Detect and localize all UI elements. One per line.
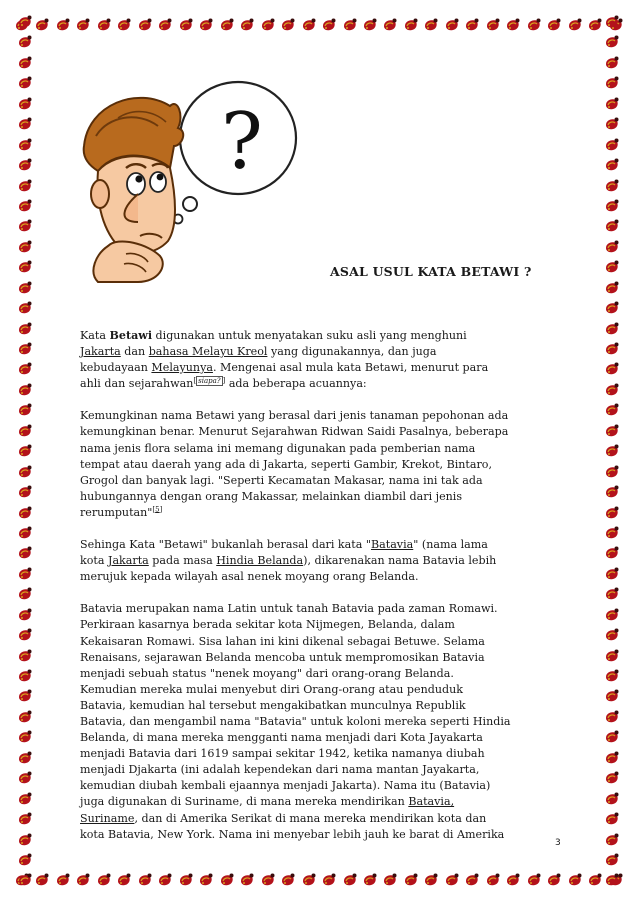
- border-ornament-icon: [178, 17, 194, 33]
- border-ornament-icon: [546, 17, 562, 33]
- border-ornament-icon: [604, 423, 620, 439]
- border-ornament-icon: [604, 505, 620, 521]
- border-ornament-icon: [604, 300, 620, 316]
- text-line: nama jenis flora selama ini memang digunakan pada pemberian nama: [80, 441, 476, 455]
- border-ornament-icon: [17, 75, 33, 91]
- thinking-person-illustration: [78, 76, 300, 283]
- border-top: [14, 14, 624, 36]
- text-line: Kekaisaran Romawi. Sisa lahan ini kini dikenal sebagai Betuwe. Selama: [80, 634, 485, 648]
- text-line: Batavia merupakan nama Latin untuk tanah Batavia pada zaman Romawi.: [80, 602, 498, 616]
- border-ornament-icon: [604, 96, 620, 112]
- document-title: ASAL USUL KATA BETAWI ?: [330, 264, 532, 279]
- border-ornament-icon: [604, 709, 620, 725]
- border-ornament-icon: [604, 116, 620, 132]
- border-ornament-icon: [301, 17, 317, 33]
- border-ornament-icon: [526, 17, 542, 33]
- border-ornament-icon: [301, 872, 317, 888]
- border-ornament-icon: [75, 872, 91, 888]
- border-ornament-icon: [604, 464, 620, 480]
- text-line: tempat atau daerah yang ada di Jakarta, seperti Gambir, Krekot, Bintaro,: [80, 457, 493, 471]
- border-ornament-icon: [604, 75, 620, 91]
- text-line: Grogol dan banyak lagi. "Seperti Kecamatan Makasar, nama ini tak ada: [80, 473, 483, 487]
- border-ornament-icon: [604, 852, 620, 868]
- border-ornament-icon: [17, 832, 33, 848]
- text-line: Batavia, dan mengambil nama "Batavia" untuk koloni mereka seperti Hindia: [80, 714, 511, 728]
- border-ornament-icon: [382, 17, 398, 33]
- border-ornament-icon: [485, 17, 501, 33]
- link-jakarta[interactable]: Jakarta: [80, 345, 121, 359]
- border-ornament-icon: [604, 729, 620, 745]
- border-ornament-icon: [444, 17, 460, 33]
- border-ornament-icon: [17, 545, 33, 561]
- border-ornament-icon: [17, 811, 33, 827]
- link-bahasa-melayu-kreol[interactable]: bahasa Melayu Kreol: [148, 345, 268, 359]
- border-ornament-icon: [604, 607, 620, 623]
- border-ornament-icon: [96, 872, 112, 888]
- border-ornament-icon: [75, 17, 91, 33]
- border-ornament-icon: [17, 852, 33, 868]
- border-ornament-icon: [423, 872, 439, 888]
- border-ornament-icon: [604, 566, 620, 582]
- border-ornament-icon: [17, 96, 33, 112]
- text: merujuk kepada wilayah asal nenek moyang orang Belanda.: [80, 570, 419, 584]
- border-ornament-icon: [604, 218, 620, 234]
- border-ornament-icon: [17, 259, 33, 275]
- border-ornament-icon: [34, 872, 50, 888]
- border-ornament-icon: [17, 729, 33, 745]
- border-ornament-icon: [423, 17, 439, 33]
- border-ornament-icon: [219, 17, 235, 33]
- text: ), dikarenakan nama Batavia lebih: [303, 554, 497, 568]
- border-ornament-icon: [403, 17, 419, 33]
- border-ornament-icon: [260, 17, 276, 33]
- border-ornament-icon: [17, 627, 33, 643]
- border-ornament-icon: [34, 17, 50, 33]
- paragraph-intro: [80, 328, 570, 392]
- link-batavia[interactable]: Batavia: [370, 538, 414, 552]
- border-ornament-icon: [17, 382, 33, 398]
- border-ornament-icon: [137, 872, 153, 888]
- reference-5-label: 5: [155, 505, 160, 514]
- border-ornament-icon: [260, 872, 276, 888]
- border-ornament-icon: [604, 55, 620, 71]
- question-mark-glyph: ?: [221, 97, 263, 187]
- border-ornament-icon: [198, 872, 214, 888]
- link-jakarta[interactable]: Jakarta: [108, 554, 149, 568]
- border-ornament-icon: [137, 17, 153, 33]
- border-ornament-icon: [198, 17, 214, 33]
- bold-term-betawi: Betawi: [109, 329, 153, 342]
- border-ornament-icon: [17, 300, 33, 316]
- border-ornament-icon: [17, 525, 33, 541]
- border-ornament-icon: [604, 627, 620, 643]
- text-line: Batavia, kemudian hal tersebut mengakibatkan munculnya Republik: [80, 698, 466, 712]
- border-ornament-icon: [17, 443, 33, 459]
- border-ornament-icon: [55, 17, 71, 33]
- text: kota Batavia, New York. Nama ini menyebar lebih jauh ke barat di Amerika: [80, 827, 505, 841]
- text: yang digunakannya, dan juga: [267, 345, 437, 359]
- border-ornament-icon: [604, 545, 620, 561]
- border-ornament-icon: [382, 872, 398, 888]
- border-ornament-icon: [17, 648, 33, 664]
- border-ornament-icon: [464, 872, 480, 888]
- border-ornament-icon: [505, 872, 521, 888]
- border-ornament-icon: [604, 648, 620, 664]
- border-ornament-icon: [604, 157, 620, 173]
- border-ornament-icon: [604, 525, 620, 541]
- border-ornament-icon: [280, 872, 296, 888]
- border-ornament-icon: [116, 872, 132, 888]
- paragraph-batavia-origin: [80, 537, 570, 585]
- text: pada masa: [148, 554, 217, 568]
- text: digunakan untuk menyatakan suku asli yang menghuni: [152, 329, 467, 342]
- border-ornament-icon: [567, 872, 583, 888]
- text: ada beberapa acuannya:: [225, 377, 367, 391]
- border-ornament-icon: [17, 607, 33, 623]
- border-left: [14, 14, 36, 889]
- reference-5[interactable]: [5]: [152, 505, 163, 514]
- border-ornament-icon: [219, 872, 235, 888]
- border-ornament-icon: [17, 218, 33, 234]
- border-ornament-icon: [604, 198, 620, 214]
- text: dan: [120, 345, 149, 359]
- border-ornament-icon: [485, 872, 501, 888]
- border-ornament-icon: [321, 872, 337, 888]
- border-ornament-icon: [17, 750, 33, 766]
- border-ornament-icon: [604, 443, 620, 459]
- text: juga digunakan di Suriname, di mana mereka mendirikan: [80, 795, 409, 809]
- text: kota: [80, 554, 108, 568]
- border-ornament-icon: [505, 17, 521, 33]
- border-ornament-icon: [604, 688, 620, 704]
- article-body: [80, 328, 570, 859]
- text-line: Renaisans, sejarawan Belanda mencoba untuk mempromosikan Batavia: [80, 650, 485, 664]
- link-suriname[interactable]: Suriname: [80, 811, 135, 825]
- border-ornament-icon: [604, 14, 620, 30]
- border-ornament-icon: [96, 17, 112, 33]
- border-ornament-icon: [17, 872, 33, 888]
- border-ornament-icon: [17, 566, 33, 582]
- border-ornament-icon: [604, 872, 620, 888]
- page-number: 3: [555, 838, 561, 848]
- text-line: Belanda, di mana mereka mengganti nama menjadi dari Kota Jayakarta: [80, 731, 483, 745]
- border-ornament-icon: [604, 239, 620, 255]
- text: kebudayaan: [80, 361, 152, 375]
- border-ornament-icon: [17, 484, 33, 500]
- border-ornament-icon: [280, 17, 296, 33]
- border-ornament-icon: [55, 872, 71, 888]
- border-ornament-icon: [17, 586, 33, 602]
- text: Sehinga Kata "Betawi" bukanlah berasal dari kata ": [80, 538, 371, 552]
- paragraph-flora: [80, 408, 570, 521]
- border-ornament-icon: [116, 17, 132, 33]
- border-ornament-icon: [604, 321, 620, 337]
- text-line: menjadi sebuah status "nenek moyang" dari orang-orang Belanda.: [80, 666, 454, 680]
- border-ornament-icon: [604, 341, 620, 357]
- border-ornament-icon: [17, 709, 33, 725]
- text: . Mengenai asal mula kata Betawi, menurut para: [212, 361, 489, 375]
- border-ornament-icon: [17, 198, 33, 214]
- border-ornament-icon: [17, 341, 33, 357]
- border-ornament-icon: [17, 791, 33, 807]
- border-ornament-icon: [567, 17, 583, 33]
- border-ornament-icon: [17, 34, 33, 50]
- border-ornament-icon: [604, 770, 620, 786]
- text-line: kemungkinan benar. Menurut Sejarahwan Ridwan Saidi Pasalnya, beberapa: [80, 425, 509, 439]
- border-ornament-icon: [444, 872, 460, 888]
- border-ornament-icon: [17, 402, 33, 418]
- border-ornament-icon: [604, 259, 620, 275]
- paragraph-batavia-history: [80, 601, 570, 842]
- text-line: menjadi Djakarta (ini adalah kependekan dari nama mantan Jayakarta,: [80, 763, 480, 777]
- border-ornament-icon: [157, 872, 173, 888]
- border-ornament-icon: [17, 361, 33, 377]
- border-right: [601, 14, 623, 889]
- text-line: rerumputan": [80, 505, 153, 519]
- border-ornament-icon: [157, 17, 173, 33]
- border-ornament-icon: [321, 17, 337, 33]
- border-ornament-icon: [17, 14, 33, 30]
- border-ornament-icon: [17, 239, 33, 255]
- border-ornament-icon: [604, 280, 620, 296]
- border-ornament-icon: [17, 464, 33, 480]
- citation-needed-label: siapa?: [198, 376, 221, 385]
- border-ornament-icon: [604, 402, 620, 418]
- border-ornament-icon: [342, 17, 358, 33]
- border-ornament-icon: [604, 668, 620, 684]
- border-ornament-icon: [604, 178, 620, 194]
- link-hindia-belanda[interactable]: Hindia Belanda: [216, 554, 304, 568]
- text-line: Kemungkinan nama Betawi yang berasal dari jenis tanaman pepohonan ada: [80, 409, 509, 423]
- link-melayunya[interactable]: Melayunya: [151, 361, 213, 375]
- text: Kata: [80, 329, 110, 342]
- border-ornament-icon: [17, 505, 33, 521]
- border-ornament-icon: [604, 811, 620, 827]
- border-ornament-icon: [178, 872, 194, 888]
- border-ornament-icon: [239, 872, 255, 888]
- border-ornament-icon: [239, 17, 255, 33]
- border-ornament-icon: [17, 137, 33, 153]
- border-ornament-icon: [604, 137, 620, 153]
- text-line: Kemudian mereka mulai menyebut diri Orang-orang atau penduduk: [80, 682, 463, 696]
- border-ornament-icon: [464, 17, 480, 33]
- border-ornament-icon: [362, 17, 378, 33]
- border-ornament-icon: [17, 178, 33, 194]
- border-ornament-icon: [17, 321, 33, 337]
- text: " (nama lama: [413, 538, 488, 552]
- link-batavia-suriname[interactable]: Batavia,: [408, 795, 455, 809]
- text-line: kemudian diubah kembali ejaannya menjadi Jakarta). Nama itu (Batavia): [80, 779, 491, 793]
- text: , dan di Amerika Serikat di mana mereka mendirikan kota dan: [134, 811, 487, 825]
- border-ornament-icon: [17, 688, 33, 704]
- border-ornament-icon: [17, 116, 33, 132]
- border-ornament-icon: [604, 361, 620, 377]
- border-ornament-icon: [604, 382, 620, 398]
- border-ornament-icon: [403, 872, 419, 888]
- border-ornament-icon: [17, 423, 33, 439]
- text-line: menjadi Batavia dari 1619 sampai sekitar 1942, ketika namanya diubah: [80, 747, 485, 761]
- border-ornament-icon: [604, 586, 620, 602]
- text: ahli dan sejarahwan: [80, 377, 194, 391]
- border-ornament-icon: [17, 770, 33, 786]
- border-ornament-icon: [17, 668, 33, 684]
- text-line: hubungannya dengan orang Makassar, melainkan diambil dari jenis: [80, 489, 463, 503]
- border-bottom: [14, 869, 624, 891]
- border-ornament-icon: [546, 872, 562, 888]
- border-ornament-icon: [17, 55, 33, 71]
- border-ornament-icon: [604, 34, 620, 50]
- border-ornament-icon: [526, 872, 542, 888]
- border-ornament-icon: [17, 280, 33, 296]
- border-ornament-icon: [17, 157, 33, 173]
- border-ornament-icon: [342, 872, 358, 888]
- border-ornament-icon: [604, 750, 620, 766]
- border-ornament-icon: [362, 872, 378, 888]
- border-ornament-icon: [604, 832, 620, 848]
- border-ornament-icon: [604, 484, 620, 500]
- border-ornament-icon: [604, 791, 620, 807]
- text-line: Perkiraan kasarnya berada sekitar kota Nijmegen, Belanda, dalam: [80, 618, 455, 632]
- citation-needed[interactable]: [ siapa? ]: [193, 376, 226, 385]
